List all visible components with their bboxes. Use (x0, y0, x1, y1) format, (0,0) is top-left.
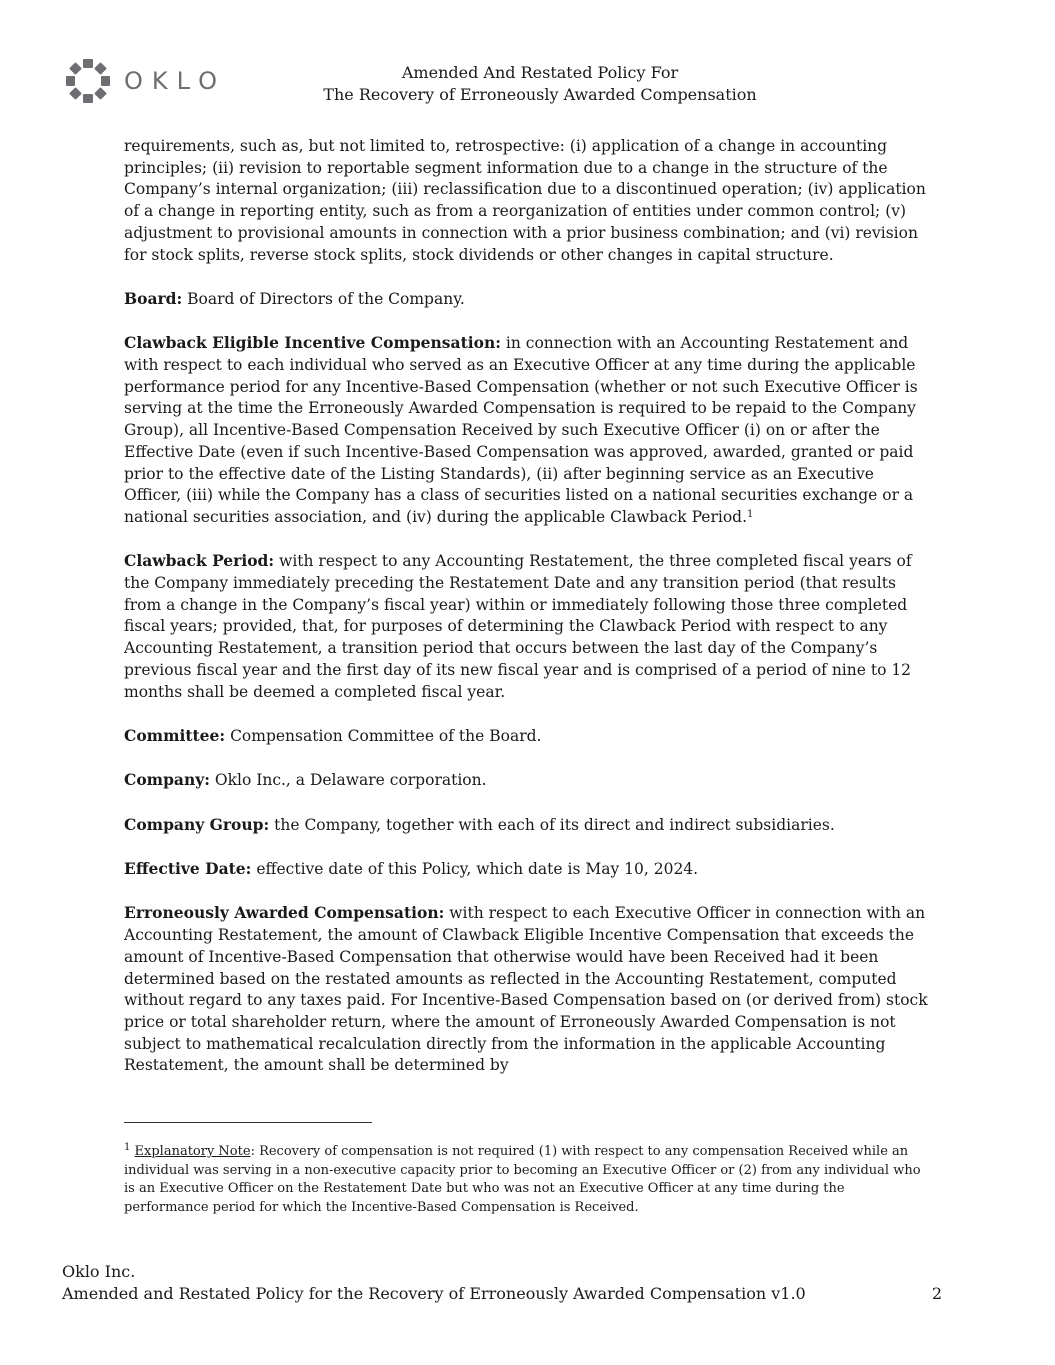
definition-term: Effective Date: (124, 859, 252, 879)
definition-term: Clawback Period: (124, 551, 275, 571)
definition-term: Board: (124, 288, 183, 308)
definition-company-group (124, 814, 936, 837)
header-title-line-2: The Recovery of Erroneously Awarded Compensation (323, 85, 757, 104)
oklo-ring-icon (64, 57, 112, 105)
definition-text: with respect to any Accounting Restatement, the three completed fiscal years of the Company immediately preceding the Restatement Date and any transition period (that results from a change in the Company’s fiscal year) within or immediately following those three completed fiscal years; provided, that, for purposes of determining the Clawback Period with respect to any Accounting Restatement, a transition period that occurs between the last day of the Company’s previous fiscal year and the first day of its new fiscal year and is comprised of a period of nine to 12 months shall be deemed a completed fiscal year. (124, 552, 912, 701)
definition-text: the Company, together with each of its direct and indirect subsidiaries. (269, 815, 835, 834)
definition-term: Company Group: (124, 814, 270, 834)
definition-text: in connection with an Accounting Restatement and with respect to each individual who served as an Executive Officer at any time during the applicable performance period for any Incentive-Based Compensation (whether or not such Executive Officer is serving at the time the Erroneously Awarded Compensation is required to be repaid to the Company Group), all Incentive-Based Compensation Received by such Executive Officer (i) on or after the Effective Date (even if such Incentive-Based Compensation was approved, awarded, granted or paid prior to the effective date of the Listing Standards), (ii) after beginning service as an Executive Officer, (iii) while the Company has a class of securities listed on a national securities exchange or a national securities association, and (iv) during the applicable Clawback Period. (124, 334, 918, 526)
header-title-line-1: Amended And Restated Policy For (401, 63, 679, 82)
definition-clawback-eligible-incentive-compensation (124, 332, 936, 528)
definition-term: Committee: (124, 725, 226, 745)
definition-text: with respect to each Executive Officer in connection with an Accounting Restatement, the amount of Clawback Eligible Incentive Compensation that exceeds the amount of Incentive-Based Compensation that otherwise would have been Received had it been determined based on the restated amounts as reflected in the Accounting Restatement, computed without regard to any taxes paid. For Incentive-Based Compensation based on (or derived from) stock price or total shareholder return, where the amount of Erroneously Awarded Compensation is not subject to mathematical recalculation directly from the information in the applicable Accounting Restatement, the amount shall be determined by (124, 904, 928, 1075)
definition-committee (124, 725, 936, 748)
definition-text: Compensation Committee of the Board. (225, 726, 542, 745)
footnote-label: Explanatory Note (134, 1144, 251, 1159)
footer-document-title: Amended and Restated Policy for the Recovery of Erroneously Awarded Compensation v1.0 (62, 1284, 806, 1303)
footer-company: Oklo Inc. (62, 1262, 136, 1281)
footnote-divider (124, 1122, 372, 1123)
definition-term: Company: (124, 770, 210, 790)
logo-wordmark: OKLO (124, 67, 227, 95)
definition-erroneously-awarded-compensation (124, 902, 936, 1077)
footnote-reference[interactable]: 1 (747, 508, 754, 520)
definition-term: Erroneously Awarded Compensation: (124, 903, 445, 923)
document-body (124, 136, 936, 1099)
company-logo (64, 57, 226, 105)
page-number: 2 (931, 1284, 942, 1303)
definition-text: effective date of this Policy, which date is May 10, 2024. (251, 860, 699, 879)
footnote-number: 1 (124, 1142, 131, 1153)
definition-board (124, 288, 936, 311)
footnote-text: : Recovery of compensation is not required (1) with respect to any compensation Received while an individual was serving in a non-executive capacity prior to becoming an Executive Officer or (2) from any individual who is an Executive Officer on the Restatement Date but who was not an Executive Officer at any time during the performance period for which the Incentive-Based Compensation is Received. (124, 1144, 921, 1215)
definition-company (124, 769, 936, 792)
footnote (124, 1143, 924, 1217)
definition-text: Oklo Inc., a Delaware corporation. (209, 771, 487, 790)
definition-term: Clawback Eligible Incentive Compensation: (124, 333, 501, 353)
intro-paragraph: requirements, such as, but not limited to, retrospective: (i) application of a change in accounting principles; (ii) revision to reportable segment information due to a change in the structure of the Company’s internal organization; (iii) reclassification due to a discontinued operation; (iv) application of a change in reporting entity, such as from a reorganization of entities under common control; (v) adjustment to provisional amounts in connection with a prior business combination; and (vi) revision for stock splits, reverse stock splits, stock dividends or other changes in capital structure. (124, 137, 926, 264)
definition-clawback-period (124, 550, 936, 703)
definition-text: Board of Directors of the Company. (182, 289, 465, 308)
page-footer (62, 1261, 942, 1305)
document-header-title (290, 62, 790, 106)
definition-effective-date (124, 858, 936, 881)
